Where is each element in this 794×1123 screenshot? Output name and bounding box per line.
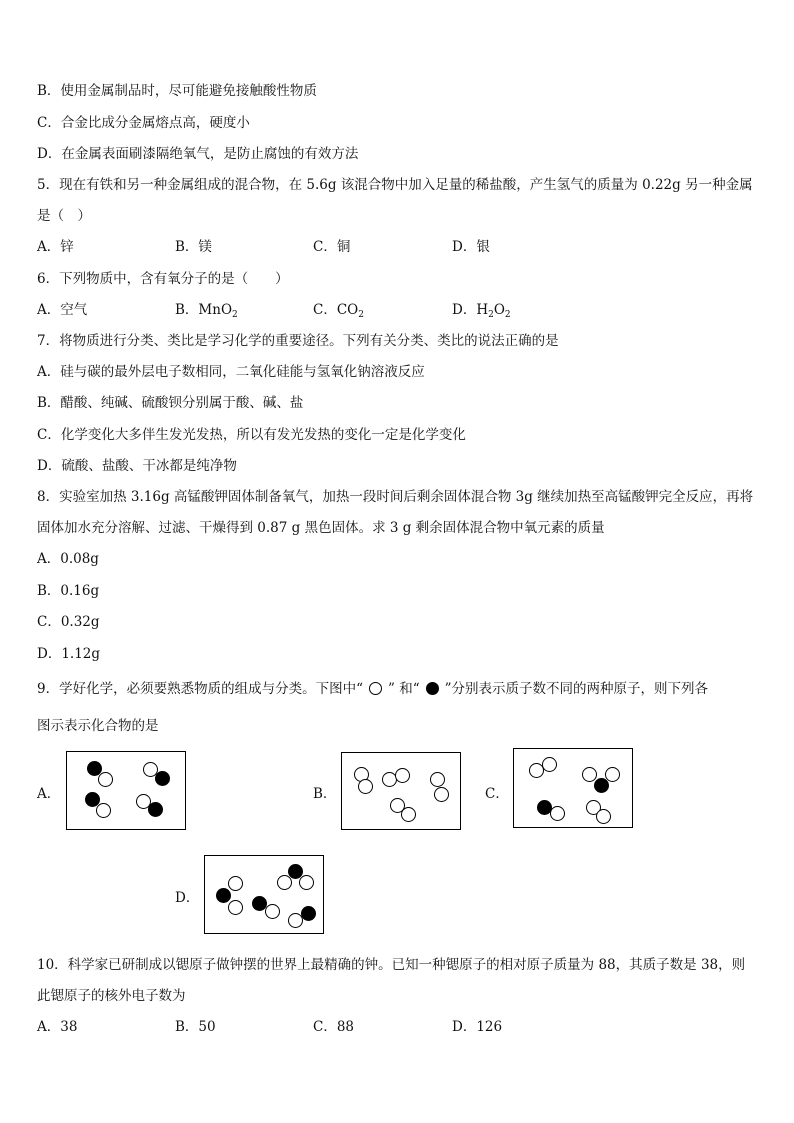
q7-option-c: C．化学变化大多伴生发光发热，所以有发光发热的变化一定是化学变化 — [37, 427, 466, 443]
white-atom — [265, 904, 280, 919]
q5-option-d: D．银 — [452, 239, 490, 255]
q9-diagram-a — [66, 751, 186, 830]
black-atom — [301, 906, 316, 921]
q9-diagram-c — [513, 748, 633, 828]
black-atom — [155, 771, 170, 786]
q6-option-c: C．$CO_2$ — [313, 302, 364, 320]
q8-option-b: B．0.16g — [37, 583, 100, 599]
q8-stem-line1: 8．实验室加热 3.16g 高锰酸钾固体制备氧气，加热一段时间后剩余固体混合物 3g 继续加热至高锰酸钾完全反应，再将 — [37, 489, 754, 505]
q8-option-c: C．0.32g — [37, 614, 100, 630]
white-atom — [228, 900, 243, 915]
white-atom — [596, 809, 611, 824]
white-atom — [401, 807, 416, 822]
q4-option-c: C．合金比成分金属熔点高，硬度小 — [37, 115, 250, 131]
white-atom — [98, 772, 113, 787]
q10-option-b: B．50 — [175, 1019, 216, 1035]
q6-option-a: A．空气 — [37, 302, 88, 318]
white-atom — [430, 772, 445, 787]
white-atom-icon — [369, 682, 382, 695]
q5-option-c: C．铜 — [313, 239, 351, 255]
q9-option-a-label: A． — [37, 786, 61, 802]
q10-stem-line1: 10．科学家已研制成以锶原子做钟摆的世界上最精确的钟。已知一种锶原子的相对原子质量为 88，其质子数是 38，则 — [37, 957, 746, 973]
white-atom — [299, 875, 314, 890]
q4-option-d: D．在金属表面刷漆隔绝氧气，是防止腐蚀的有效方法 — [37, 146, 359, 162]
q9-diagram-d — [204, 855, 324, 934]
black-atom — [216, 888, 231, 903]
q6-option-b: B．MnO$_2$ — [175, 302, 238, 320]
white-atom — [395, 768, 410, 783]
white-atom — [358, 779, 373, 794]
q8-stem-line2: 固体加水充分溶解、过滤、干燥得到 0.87 g 黑色固体。求 3 g 剩余固体混合物中氧元素的质量 — [37, 520, 605, 536]
q4-option-b: B．使用金属制品时，尽可能避免接触酸性物质 — [37, 83, 317, 99]
q10-option-a: A．38 — [37, 1019, 78, 1035]
white-atom — [228, 876, 243, 891]
q9-stem-line2: 图示表示化合物的是 — [37, 718, 159, 734]
q8-option-d: D．1.12g — [37, 646, 101, 662]
white-atom — [96, 803, 111, 818]
black-atom — [148, 802, 163, 817]
q7-option-d: D．硫酸、盐酸、干冰都是纯净物 — [37, 458, 237, 474]
q5-stem-line1: 5．现在有铁和另一种金属组成的混合物，在 5.6g 该混合物中加入足量的稀盐酸，产生氢气的质量为 0.22g 另一种金属 — [37, 177, 753, 193]
white-atom — [434, 787, 449, 802]
q9-option-b-label: B． — [313, 786, 337, 802]
q7-stem: 7．将物质进行分类、类比是学习化学的重要途径。下列有关分类、类比的说法正确的是 — [37, 333, 559, 349]
black-atom-icon — [426, 682, 439, 695]
white-atom — [550, 806, 565, 821]
q10-option-d: D．126 — [452, 1019, 503, 1035]
q6-option-d: D．$H_2O_2$ — [452, 302, 511, 320]
q9-diagram-b — [341, 752, 461, 830]
q9-option-d-label: D． — [175, 890, 200, 906]
q10-stem-line2: 此锶原子的核外电子数为 — [37, 988, 186, 1004]
q6-stem: 6．下列物质中，含有氧分子的是（ ） — [37, 271, 289, 287]
q9-stem-line1: 9．学好化学，必须要熟悉物质的组成与分类。下图中“ ” 和“ ”分别表示质子数不同的两种原子，则下列各 — [37, 681, 709, 697]
q10-option-c: C．88 — [313, 1019, 355, 1035]
white-atom — [605, 767, 620, 782]
white-atom — [542, 757, 557, 772]
q9-option-c-label: C． — [485, 786, 509, 802]
q5-stem-line2: 是（ ） — [37, 208, 91, 224]
q8-option-a: A．0.08g — [37, 551, 99, 567]
q5-option-b: B．镁 — [175, 239, 212, 255]
q7-option-b: B．醋酸、纯碱、硫酸钡分别属于酸、碱、盐 — [37, 395, 304, 411]
q5-option-a: A．锌 — [37, 239, 74, 255]
q7-option-a: A．硅与碳的最外层电子数相同，二氧化硅能与氢氧化钠溶液反应 — [37, 364, 425, 380]
